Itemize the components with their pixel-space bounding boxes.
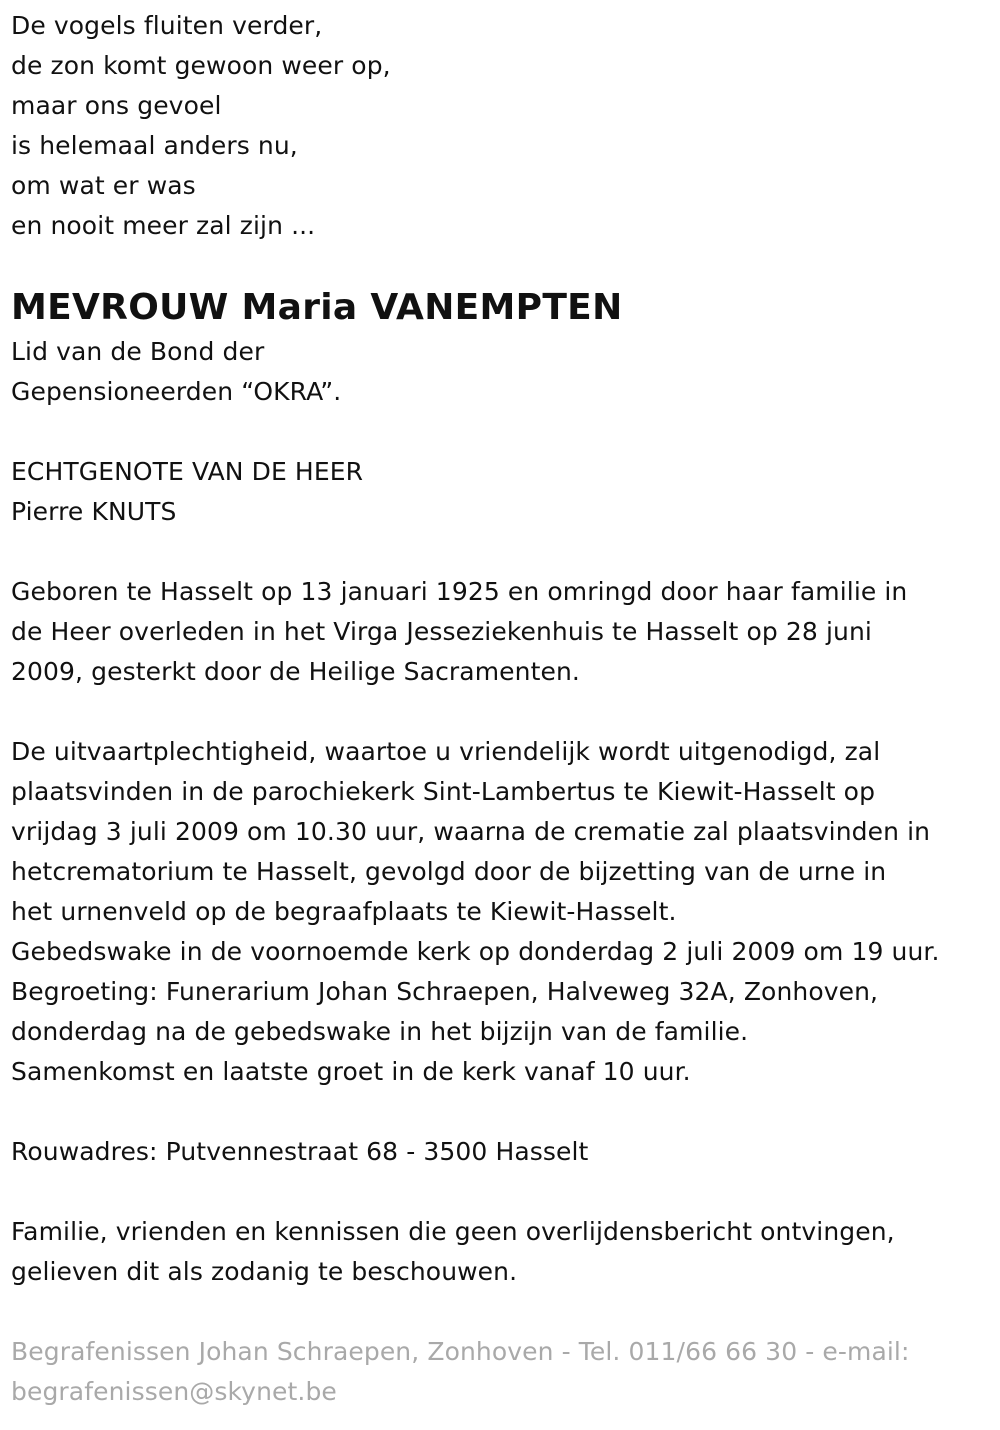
- membership: [11, 332, 990, 412]
- poem-line: De vogels fluiten verder,: [11, 11, 323, 40]
- membership-line: Gepensioneerden “OKRA”.: [11, 377, 342, 406]
- paragraph-line: plaatsvinden in de parochiekerk Sint-Lambertus te Kiewit-Hasselt op: [11, 777, 876, 806]
- poem-line: en nooit meer zal zijn ...: [11, 211, 316, 240]
- paragraph-line: de Heer overleden in het Virga Jesseziekenhuis te Hasselt op 28 juni: [11, 617, 872, 646]
- spacer: [11, 532, 990, 572]
- paragraph-line: vrijdag 3 juli 2009 om 10.30 uur, waarna de crematie zal plaatsvinden in: [11, 817, 931, 846]
- deceased-name: MEVROUW Maria VANEMPTEN: [11, 287, 623, 328]
- poem-line: maar ons gevoel: [11, 91, 222, 120]
- spacer: [11, 692, 990, 732]
- footer-line: Begrafenissen Johan Schraepen, Zonhoven - Tel. 011/66 66 30 - e-mail:: [11, 1337, 910, 1366]
- paragraph-line: Samenkomst en laatste groet in de kerk vanaf 10 uur.: [11, 1057, 691, 1086]
- paragraph-line: Familie, vrienden en kennissen die geen overlijdensbericht ontvingen,: [11, 1217, 895, 1246]
- paragraph-line: donderdag na de gebedswake in het bijzijn van de familie.: [11, 1017, 749, 1046]
- poem-line: de zon komt gewoon weer op,: [11, 51, 391, 80]
- footer-email: begrafenissen@skynet.be: [11, 1377, 337, 1406]
- spacer: [11, 1092, 990, 1132]
- paragraph-line: Gebedswake in de voornoemde kerk op donderdag 2 juli 2009 om 19 uur.: [11, 937, 940, 966]
- spouse-line: ECHTGENOTE VAN DE HEER: [11, 457, 364, 486]
- paragraph-line: Begroeting: Funerarium Johan Schraepen, Halveweg 32A, Zonhoven,: [11, 977, 879, 1006]
- paragraph-line: het urnenveld op de begraafplaats te Kiewit-Hasselt.: [11, 897, 677, 926]
- spacer: [11, 1172, 990, 1212]
- poem-line: is helemaal anders nu,: [11, 131, 298, 160]
- spouse: [11, 452, 990, 532]
- birth-death-paragraph: [11, 572, 990, 692]
- paragraph-line: gelieven dit als zodanig te beschouwen.: [11, 1257, 518, 1286]
- paragraph-line: hetcrematorium te Hasselt, gevolgd door de bijzetting van de urne in: [11, 857, 887, 886]
- paragraph-line: Geboren te Hasselt op 13 januari 1925 en omringd door haar familie in: [11, 577, 908, 606]
- ceremony-paragraph: [11, 732, 990, 1092]
- spouse-line: Pierre KNUTS: [11, 497, 177, 526]
- spacer: [11, 1292, 990, 1332]
- paragraph-line: 2009, gesterkt door de Heilige Sacramenten.: [11, 657, 580, 686]
- membership-line: Lid van de Bond der: [11, 337, 265, 366]
- paragraph-line: De uitvaartplechtigheid, waartoe u vriendelijk wordt uitgenodigd, zal: [11, 737, 881, 766]
- poem-line: om wat er was: [11, 171, 196, 200]
- poem: [11, 6, 990, 246]
- mourning-address: Rouwadres: Putvennestraat 68 - 3500 Hasselt: [11, 1137, 589, 1166]
- notice-paragraph: [11, 1212, 990, 1292]
- spacer: [11, 412, 990, 452]
- funeral-home-footer: [11, 1332, 990, 1412]
